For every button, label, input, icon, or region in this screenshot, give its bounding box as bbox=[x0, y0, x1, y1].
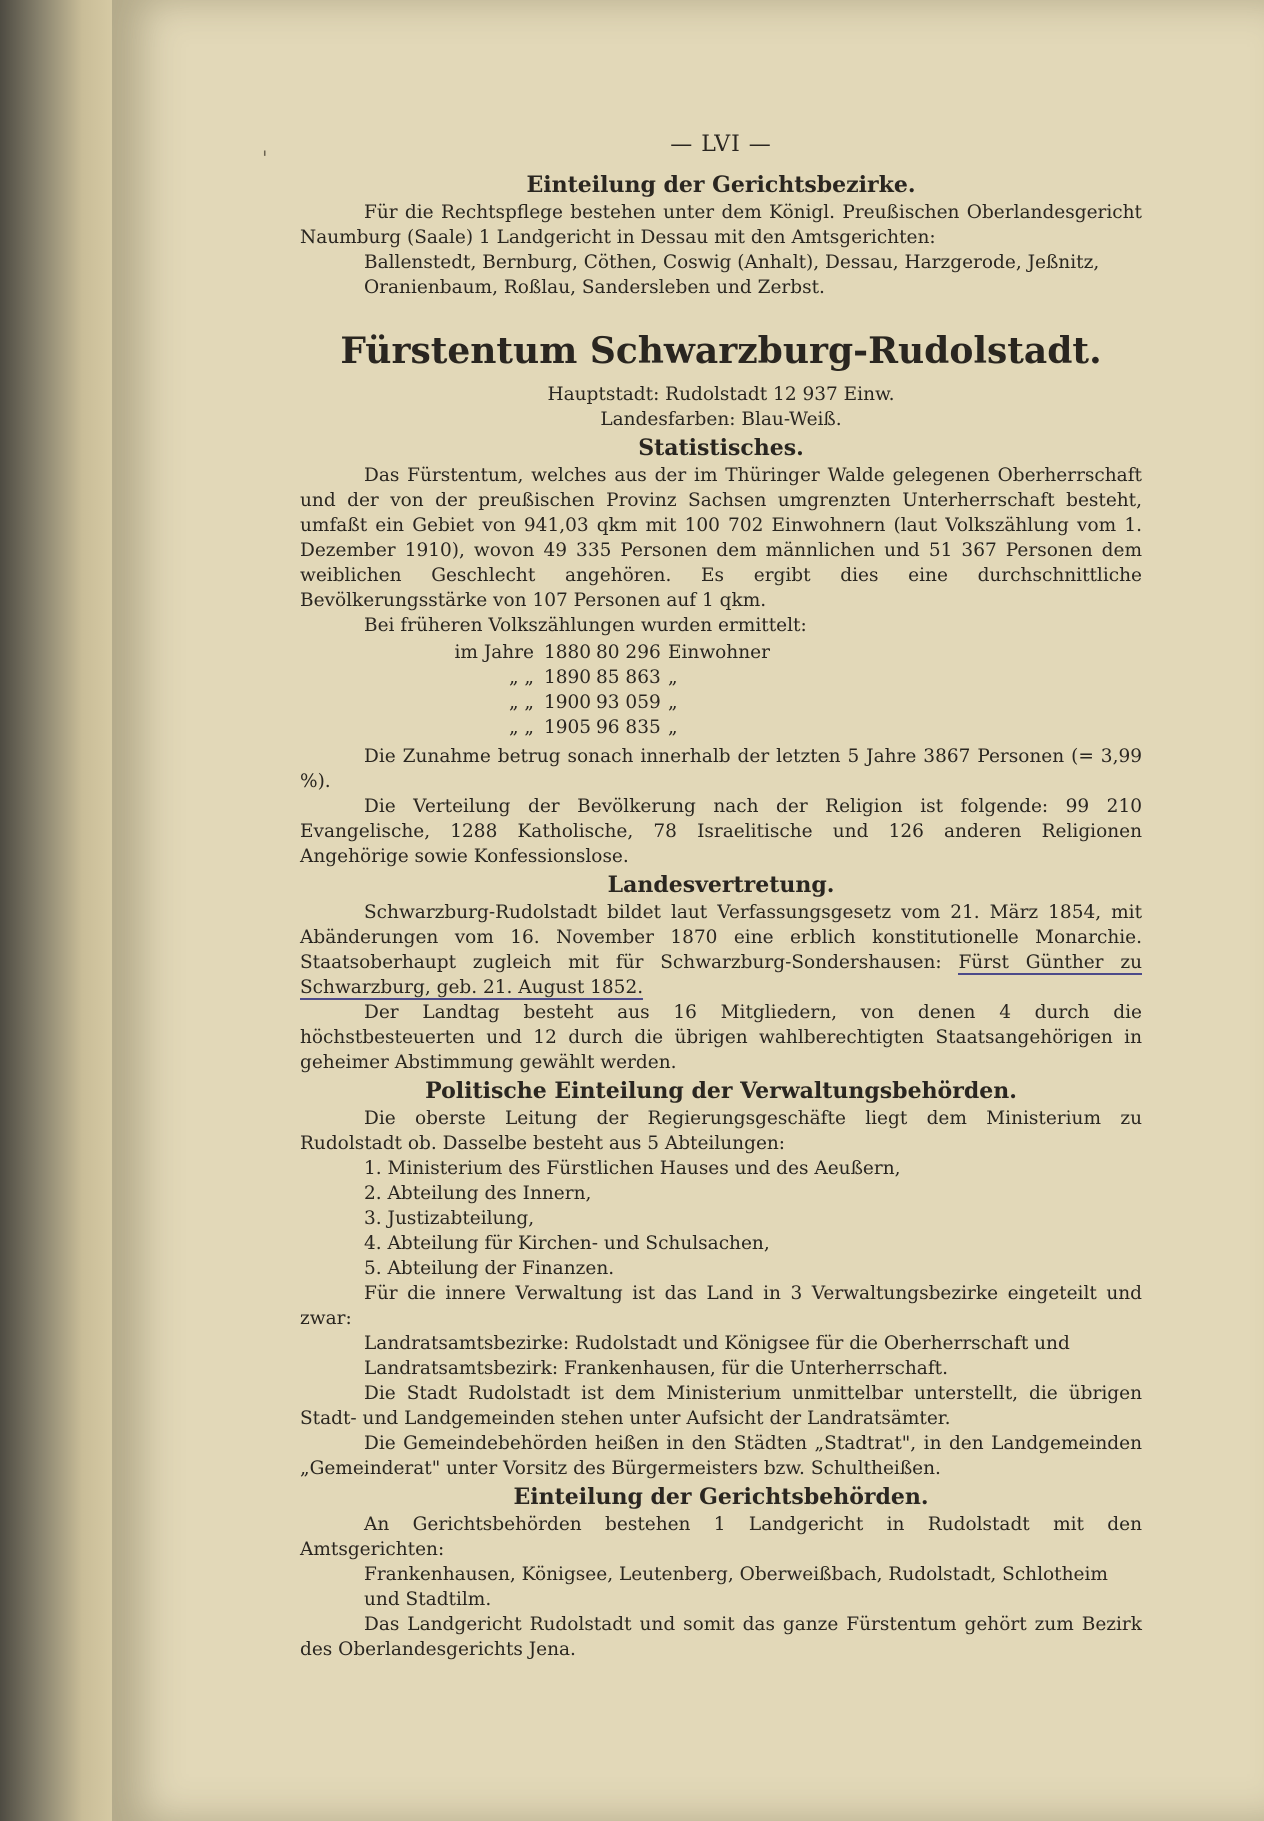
representation-heading: Landesvertretung. bbox=[607, 872, 835, 898]
book-page bbox=[112, 0, 1264, 1821]
census-count: 96 835 bbox=[596, 717, 661, 738]
census-row bbox=[300, 715, 1142, 740]
representation-text: Schwarzburg-Rudolstadt bildet laut Verfassungsgesetz vom 21. März 1854, mit Abänderungen vom 16. November 1870 eine erblich konstitutionelle Monarchie. Staatsoberhaupt zugleich mit für Schwarzburg-Sondershausen: bbox=[300, 902, 1142, 973]
courts-list-text: Frankenhausen, Königsee, Leutenberg, Oberweißbach, Rudolstadt, Schlotheim und Stadtilm. bbox=[364, 1564, 1108, 1610]
census-unit: „ bbox=[668, 667, 678, 688]
district-list bbox=[300, 1331, 1142, 1381]
statistics-paragraph-1: Das Fürstentum, welches aus der im Thüringer Walde gelegenen Oberherrschaft und der von der preußischen Provinz Sachsen umgrenzten Unterherrschaft besteht, umfaßt ein Gebiet von 941,03 qkm mit 100 702 Einwohnern (laut Volkszählung vom 1. Dezember 1910), wovon 49 335 Personen dem männlichen und 51 367 Personen dem weiblichen Geschlecht angehören. Es ergibt dies eine durchschnittliche Bevölkerungsstärke von 107 Personen auf 1 qkm. bbox=[300, 465, 1142, 611]
census-year: 1905 bbox=[544, 717, 592, 738]
census-year: 1900 bbox=[544, 692, 592, 713]
page-content bbox=[300, 132, 1142, 1662]
administration-paragraph-1: Die oberste Leitung der Regierungsgeschäfte liegt dem Ministerium zu Rudolstadt ob. Dasselbe besteht aus 5 Abteilungen: bbox=[300, 1108, 1142, 1154]
census-year: 1890 bbox=[544, 667, 592, 688]
list-item: 1. Ministerium des Fürstlichen Hauses und des Aeußern, bbox=[364, 1158, 901, 1179]
margin-mark: ' bbox=[262, 146, 268, 170]
list-item: Landratsamtsbezirke: Rudolstadt und Königsee für die Oberherrschaft und bbox=[364, 1333, 1070, 1354]
list-item: Landratsamtsbezirk: Frankenhausen, für die Unterherrschaft. bbox=[364, 1358, 948, 1379]
administration-paragraph-2: Für die innere Verwaltung ist das Land in 3 Verwaltungsbezirke eingeteilt und zwar: bbox=[300, 1283, 1142, 1329]
administration-paragraph-4: Die Gemeindebehörden heißen in den Städten „Stadtrat", in den Landgemeinden „Gemeinderat" unter Vorsitz des Bürgermeisters bzw. Schultheißen. bbox=[300, 1433, 1142, 1479]
census-unit: Einwohner bbox=[668, 642, 770, 663]
census-row bbox=[300, 640, 1142, 665]
list-item: 5. Abteilung der Finanzen. bbox=[364, 1258, 615, 1279]
administration-paragraph-3: Die Stadt Rudolstadt ist dem Ministerium unmittelbar unterstellt, die übrigen Stadt- und Landgemeinden stehen unter Aufsicht der Landratsämter. bbox=[300, 1383, 1142, 1429]
representation-paragraph-1 bbox=[300, 900, 1142, 1000]
statistics-paragraph-3: Die Zunahme betrug sonach innerhalb der letzten 5 Jahre 3867 Personen (= 3,99 %). bbox=[300, 746, 1142, 792]
list-item: 2. Abteilung des Innern, bbox=[364, 1183, 592, 1204]
census-prefix: „ „ bbox=[508, 667, 534, 688]
census-unit: „ bbox=[668, 692, 678, 713]
capital-line: Hauptstadt: Rudolstadt 12 937 Einw. bbox=[547, 384, 895, 405]
statistics-paragraph-2: Bei früheren Volkszählungen wurden ermittelt: bbox=[364, 615, 807, 636]
census-count: 80 296 bbox=[596, 642, 661, 663]
list-item: 4. Abteilung für Kirchen- und Schulsachen, bbox=[364, 1233, 770, 1254]
courts-paragraph-1: An Gerichtsbehörden bestehen 1 Landgericht in Rudolstadt mit den Amtsgerichten: bbox=[300, 1514, 1142, 1560]
prev-section-courts-text: Ballenstedt, Bernburg, Cöthen, Coswig (Anhalt), Dessau, Harzgerode, Jeßnitz, Oranienbaum, Roßlau, Sandersleben und Zerbst. bbox=[364, 252, 1100, 298]
department-list bbox=[300, 1156, 1142, 1281]
courts-list bbox=[300, 1562, 1142, 1612]
census-year: 1880 bbox=[544, 642, 592, 663]
census-table bbox=[300, 640, 1142, 740]
prev-section-paragraph: Für die Rechtspflege bestehen unter dem Königl. Preußischen Oberlandesgericht Naumburg (Saale) 1 Landgericht in Dessau mit den Amtsgerichten: bbox=[300, 202, 1142, 248]
statistics-paragraph-4: Die Verteilung der Bevölkerung nach der Religion ist folgende: 99 210 Evangelische, 1288 Katholische, 78 Israelitische und 126 anderen Religionen Angehörige sowie Konfessionslose. bbox=[300, 796, 1142, 867]
administration-heading: Politische Einteilung der Verwaltungsbehörden. bbox=[425, 1078, 1017, 1104]
census-prefix: im Jahre bbox=[454, 642, 534, 663]
list-item: 3. Justizabteilung, bbox=[364, 1208, 535, 1229]
census-count: 85 863 bbox=[596, 667, 661, 688]
census-unit: „ bbox=[668, 717, 678, 738]
courts-heading: Einteilung der Gerichtsbehörden. bbox=[513, 1484, 929, 1510]
ruler-underlined-text: Fürst Günther zu Schwarzburg, geb. 21. August 1852. bbox=[300, 952, 1142, 998]
prev-section-courts bbox=[300, 250, 1142, 300]
page-title: Fürstentum Schwarzburg-Rudolstadt. bbox=[340, 330, 1102, 372]
colors-line: Landesfarben: Blau-Weiß. bbox=[600, 409, 842, 430]
statistics-heading: Statistisches. bbox=[638, 435, 804, 461]
census-row bbox=[300, 690, 1142, 715]
census-prefix: „ „ bbox=[508, 717, 534, 738]
census-count: 93 059 bbox=[596, 692, 661, 713]
representation-paragraph-2: Der Landtag besteht aus 16 Mitgliedern, von denen 4 durch die höchstbesteuerten und 12 durch die übrigen wahlberechtigten Staatsangehörigen in geheimer Abstimmung gewählt werden. bbox=[300, 1002, 1142, 1073]
census-row bbox=[300, 665, 1142, 690]
book-binding bbox=[0, 0, 118, 1821]
page-number: — LVI — bbox=[670, 132, 772, 157]
prev-section-heading: Einteilung der Gerichtsbezirke. bbox=[526, 172, 916, 198]
courts-paragraph-2: Das Landgericht Rudolstadt und somit das ganze Fürstentum gehört zum Bezirk des Oberlandesgerichts Jena. bbox=[300, 1614, 1142, 1660]
census-prefix: „ „ bbox=[508, 692, 534, 713]
